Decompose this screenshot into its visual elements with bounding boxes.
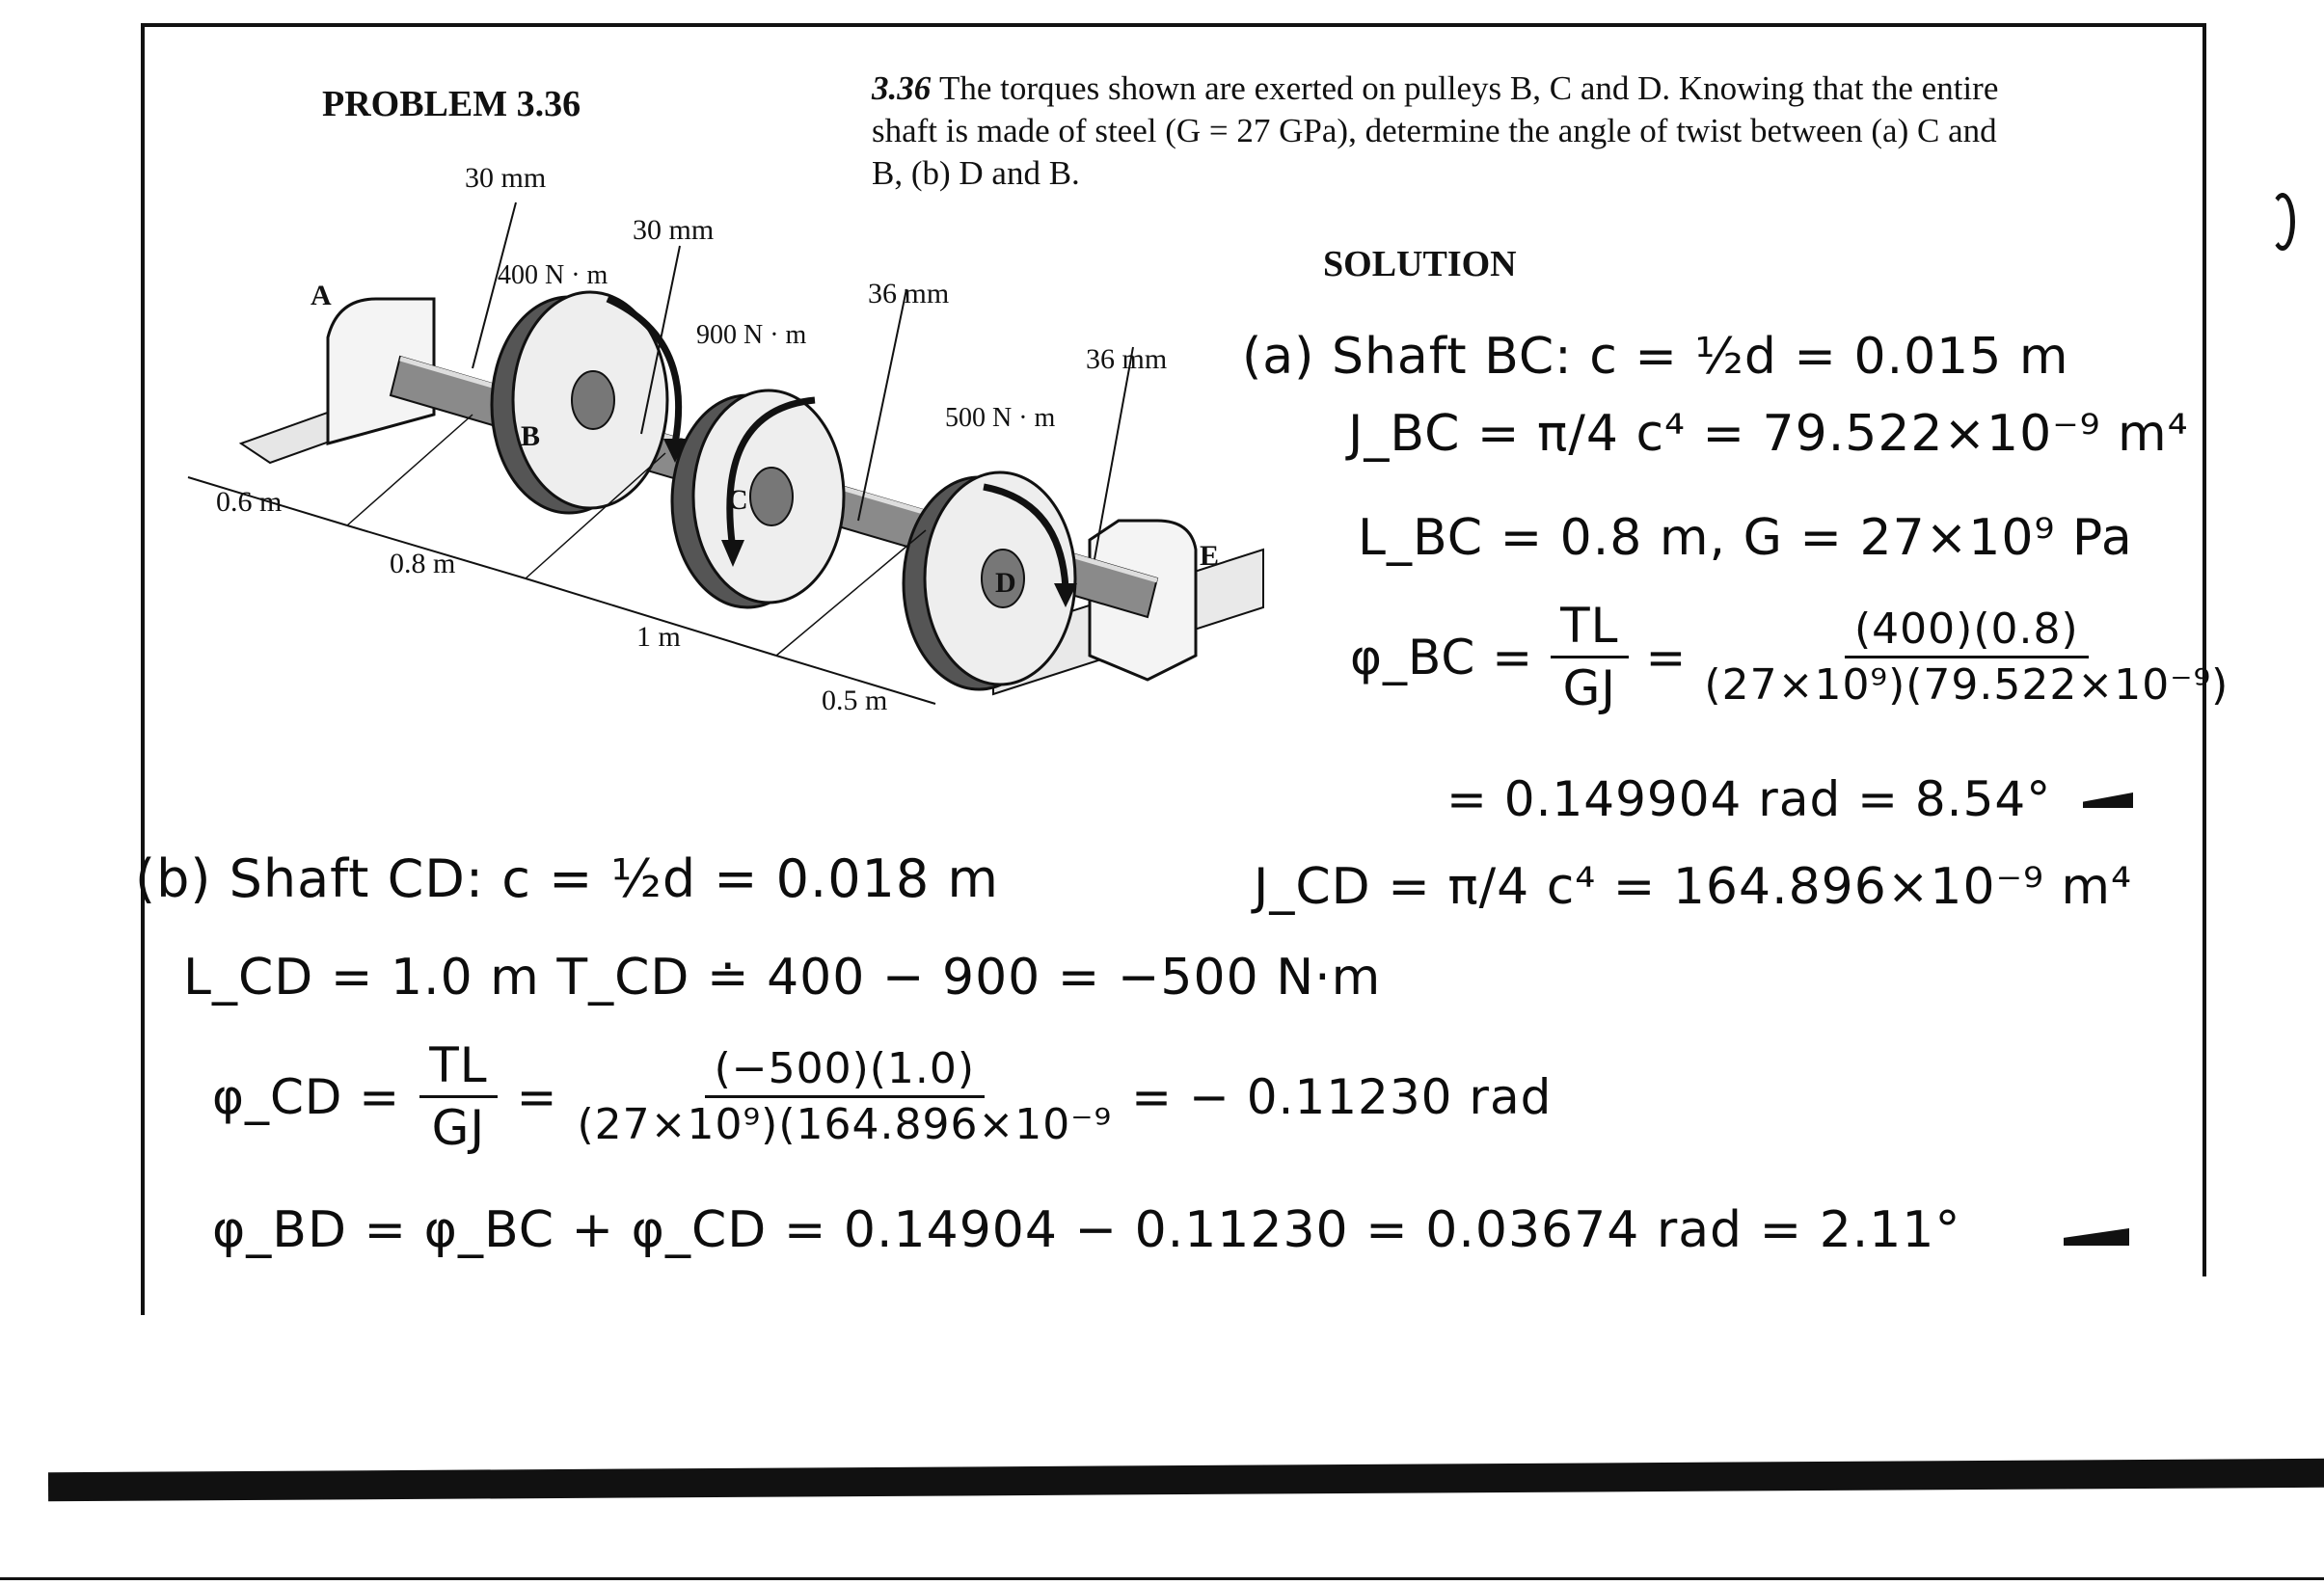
- pulley-c: [672, 390, 844, 607]
- shaft-figure: [154, 154, 1292, 752]
- statement-line-1: The torques shown are exerted on pulleys B, C and D. Knowing that the entire: [939, 69, 1999, 107]
- part-b-numerator: (−500)(1.0): [705, 1044, 986, 1098]
- part-b-tl-over-gj: [419, 1037, 497, 1156]
- part-b-line-1b: J_CD = π/4 c⁴ = 164.896×10⁻⁹ m⁴: [1254, 858, 2132, 916]
- problem-label: PROBLEM 3.36: [322, 84, 581, 124]
- part-a-fraction: [1704, 604, 2229, 710]
- part-a-numerator: (400)(0.8): [1845, 604, 2089, 658]
- label-d-ab: 30 mm: [465, 162, 547, 194]
- part-b-tl: TL: [419, 1037, 497, 1098]
- part-b-line-2: L_CD = 1.0 m T_CD ≐ 400 − 900 = −500 N·m: [183, 949, 1382, 1007]
- part-a-line-3: L_BC = 0.8 m, G = 27×10⁹ Pa: [1358, 509, 2133, 567]
- label-len-bc: 0.8 m: [390, 548, 456, 579]
- part-a-tl-over-gj: [1551, 598, 1628, 716]
- part-a-denominator: (27×10⁹)(79.522×10⁻⁹): [1704, 660, 2229, 710]
- statement-line-2: shaft is made of steel (G = 27 GPa), determine the angle of twist between (a) C and: [872, 112, 1997, 149]
- frame-left-border: [141, 23, 145, 1315]
- part-a-phi-lhs: φ_BC =: [1350, 629, 1534, 685]
- answer-marker-a: [2083, 792, 2133, 808]
- part-b-phi-lhs: φ_CD =: [212, 1068, 401, 1125]
- margin-mark: [2270, 193, 2295, 251]
- part-b-phi-equation: φ_CD = $\frac{TL}{GJ}$ = $\frac{(-500)(1.0)}{\text{(27×10⁹)(164.896×10⁻⁹}}$ = − 0.11230 rad: [212, 1037, 1553, 1156]
- label-len-de: 0.5 m: [822, 685, 888, 716]
- frame-top-border: [143, 23, 2206, 27]
- part-a-phi-equation: φ_BC = $\frac{TL}{GJ}$ = $\frac{(400)(0.8)}{\text{(27×10⁹)(79.522×10⁻⁹)}}$: [1350, 598, 2229, 716]
- statement-line-3: B, (b) D and B.: [872, 154, 1080, 192]
- point-label-a: A: [311, 280, 332, 311]
- solution-heading: SOLUTION: [1323, 244, 1517, 284]
- part-b-line-4: φ_BD = φ_BC + φ_CD = 0.14904 − 0.11230 = 0.03674 rad = 2.11°: [212, 1201, 1961, 1259]
- label-d-cd: 36 mm: [868, 278, 950, 309]
- part-a-gj: GJ: [1562, 660, 1617, 716]
- part-a-line-2: J_BC = π/4 c⁴ = 79.522×10⁻⁹ m⁴: [1348, 405, 2189, 463]
- label-len-cd: 1 m: [636, 621, 681, 653]
- part-b-result: = − 0.11230 rad: [1131, 1068, 1553, 1125]
- problem-number: 3.36: [872, 69, 932, 107]
- label-d-de: 36 mm: [1086, 343, 1168, 375]
- point-label-c: C: [727, 484, 748, 516]
- label-d-bc: 30 mm: [633, 214, 715, 246]
- label-torque-b: 400 N · m: [498, 260, 608, 290]
- answer-marker-b: [2064, 1228, 2129, 1246]
- pulley-d: [904, 472, 1077, 689]
- point-label-e: E: [1200, 540, 1220, 572]
- part-a-tl: TL: [1551, 598, 1628, 658]
- leader-d-cd: [858, 289, 906, 521]
- part-b-fraction: [578, 1044, 1113, 1149]
- label-torque-c: 900 N · m: [696, 320, 807, 350]
- label-torque-d: 500 N · m: [945, 403, 1056, 433]
- part-b-denominator: (27×10⁹)(164.896×10⁻⁹: [577, 1100, 1113, 1149]
- part-a-line-1: (a) Shaft BC: c = ½d = 0.015 m: [1242, 328, 2069, 386]
- point-label-b: B: [521, 420, 541, 452]
- part-a-result: = 0.149904 rad = 8.54°: [1446, 771, 2052, 827]
- part-b-line-1: (b) Shaft CD: c = ½d = 0.018 m: [135, 848, 1000, 909]
- point-label-d: D: [995, 567, 1016, 599]
- pulley-b: [492, 292, 687, 513]
- label-len-ab: 0.6 m: [216, 486, 283, 518]
- page-edge-line: [0, 1577, 2324, 1580]
- page-bottom-bar: [48, 1459, 2324, 1501]
- part-b-gj: GJ: [431, 1100, 486, 1156]
